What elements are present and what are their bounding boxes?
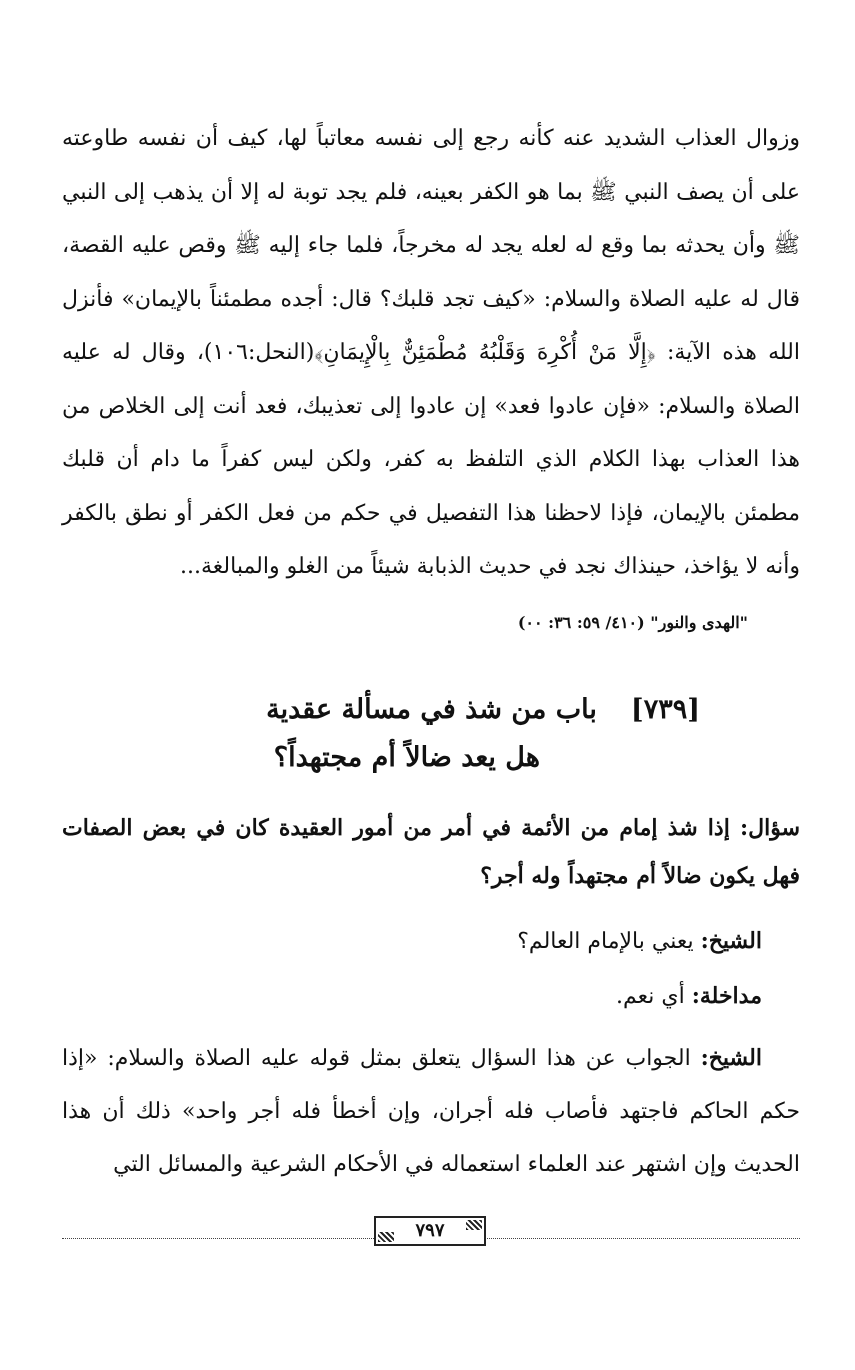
answer-text: الجواب عن هذا السؤال يتعلق بمثل قوله عليه الصلاة والسلام: «إذا حكم الحاكم فاجتهد فأصاب فله أجران، وإن أخطأ فله أجر واحد» ذلك أن هذا الحديث وإن اشتهر عند العلماء استعماله في الأحكام الشرعية والمسائل التي [62, 1045, 800, 1177]
ornament-icon [466, 1220, 482, 1230]
page-number-box [374, 1216, 486, 1246]
page-number: ٧٩٧ [415, 1220, 445, 1241]
ornament-icon [378, 1232, 394, 1242]
page-body [62, 112, 800, 1191]
chapter-title: باب من شذ في مسألة عقدية [266, 693, 597, 725]
dialog-line-sheikh [62, 914, 800, 969]
dialog-text: أي نعم. [616, 983, 685, 1009]
question-paragraph: سؤال: إذا شذ إمام من الأئمة في أمر من أمور العقيدة كان في بعض الصفات فهل يكون ضالاً أم مجتهداً وله أجر؟ [62, 814, 800, 889]
dialog-speaker: مداخلة: [691, 982, 762, 1009]
answer-paragraph [62, 1032, 800, 1191]
source-citation: "الهدى والنور" (٤١٠/ ٥٩: ٣٦: ٠٠) [517, 612, 748, 632]
dialog-speaker: الشيخ: [700, 927, 762, 954]
page-footer [62, 1210, 800, 1250]
dialog-text: يعني بالإمام العالم؟ [517, 928, 694, 954]
chapter-subtitle: هل يعد ضالاً أم مجتهداً؟ [273, 741, 540, 773]
answer-speaker: الشيخ: [700, 1044, 762, 1071]
dialog-line-interjection [62, 969, 800, 1024]
intro-paragraph: وزوال العذاب الشديد عنه كأنه رجع إلى نفسه معاتباً لها، كيف أن نفسه طاوعته على أن يصف النبي ﷺ بما هو الكفر بعينه، فلم يجد توبة له إلا أن يذهب إلى النبي ﷺ وأن يحدثه بما وقع له لعله يجد له مخرجاً، فلما جاء إليه ﷺ وقص عليه القصة، قال له عليه الصلاة والسلام: «كيف تجد قلبك؟ قال: أجده مطمئناً بالإيمان» فأنزل الله هذه الآية: ﴿إِلَّا مَنْ أُكْرِهَ وَقَلْبُهُ مُطْمَئِنٌّ بِالْإِيمَانِ﴾(النحل:١٠٦)، وقال له عليه الصلاة والسلام: «فإن عادوا فعد» إن عادوا إلى تعذيبك، فعد أنت إلى الخلاص من هذا العذاب بهذا الكلام الذي التلفظ به كفر، ولكن ليس كفراً ما دام أن قلبك مطمئن بالإيمان، فإذا لاحظنا هذا التفصيل في حكم من فعل الكفر أو نطق بالكفر وأنه لا يؤاخذ، حينذاك نجد في حديث الذبابة شيئاً من الغلو والمبالغة... [62, 126, 800, 579]
chapter-number: [٧٣٩] [630, 693, 700, 725]
chapter-heading [62, 686, 800, 782]
